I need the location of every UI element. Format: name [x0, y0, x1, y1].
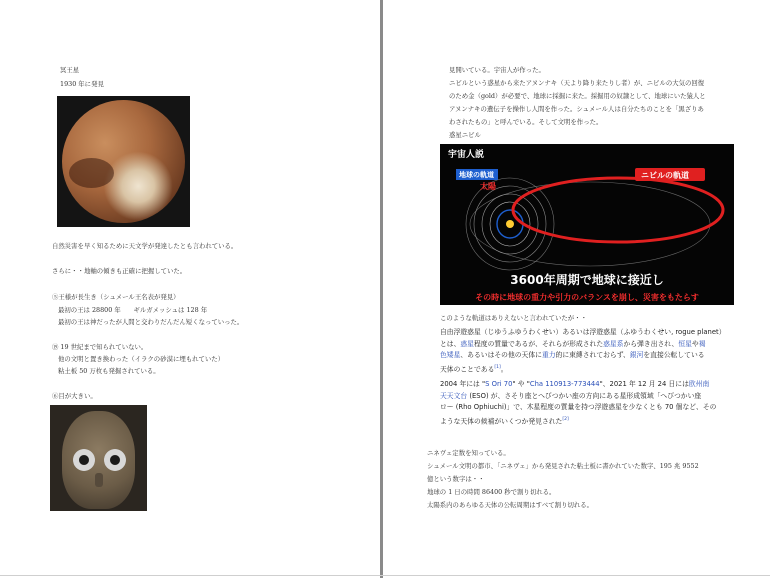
paragraph-disaster: 自然災害を早く知るために天文学が発達したとも言われている。	[52, 242, 238, 250]
nineveh-title: ニネヴェ定数を知っている。	[427, 449, 510, 457]
wiki-discovery: 2004 年には "S Ori 70" や "Cha 110913-773444"、2021 年 12 月 24 日には欧州南 天天文台 (ESO) が、さそり座とへびつかい座の方向にある星形成領域「へびつかい座 ロー (Rho Ophiuchi)」で、木星程度の質量を持つ浮遊惑星を少なくとも 70 個など、その ような天体の候補がいくつか発見された[2]	[440, 380, 717, 425]
link-gravity[interactable]: 重力	[541, 351, 556, 359]
wiki-rogue-planet: 自由浮遊惑星（じゆうふゆうわくせい）あるいは浮遊惑星（ふゆうわくせい, rogue planet） とは、惑星程度の質量であるが、それらが形成された惑星系から弾き出され、恒星や褐 色矮星、あるいはその他の天体に重力的に束縛されておらず、銀河を直接公転している 天体のことである[1]。	[440, 328, 726, 373]
text-line3: のため金（gold）が必要で、地球に採掘に来た。採掘用の奴隷として、地球にいた猿人と	[449, 92, 706, 100]
link-eso-b[interactable]: 天天文台	[440, 391, 468, 400]
orbit-title: 宇宙人説	[448, 150, 485, 160]
orbit-diagram	[440, 144, 734, 305]
item19-line1: 他の文明と置き換わった（イラクの砂漠に埋もれていた）	[58, 355, 225, 363]
item6-title: ⑥目が大きい。	[52, 392, 97, 400]
sun-icon	[506, 220, 514, 228]
orbit-note: このような軌道はありえないと言われていたが・・	[440, 314, 587, 322]
item5-line1: 最初の王は 28800 年 ギルガメッシュは 128 年	[58, 306, 208, 314]
bottom-border	[0, 575, 770, 576]
left-page	[0, 0, 380, 578]
orbit-bottom-text2: その時に地球の重力や引力のバランスを崩し、災害をもたらす	[475, 293, 699, 302]
text-line5: わされたもの」と呼んでいる。そして文明を作った。	[449, 118, 603, 126]
link-brown-dwarf-a[interactable]: 褐	[698, 339, 706, 348]
text-line2: ニビルという惑星から来たアヌンナキ（天より降り来たりし者）が、ニビルの大気の回復	[449, 79, 705, 87]
text-line1: 見開いている。宇宙人が作った。	[449, 66, 545, 74]
nibiru-orbit-label: ニビルの軌道	[641, 171, 689, 180]
orbit-bottom-text1: 3600年周期で地球に接近し	[510, 273, 664, 287]
sun-label: 太陽	[480, 182, 496, 191]
nibiru-orbit-image	[440, 144, 734, 305]
sumerian-figure-photo	[50, 405, 147, 511]
link-planet[interactable]: 惑星	[460, 339, 474, 348]
link-brown-dwarf-b[interactable]: 色矮星	[440, 351, 461, 359]
link-star[interactable]: 恒星	[678, 339, 692, 348]
link-eso-a[interactable]: 欧州南	[688, 380, 710, 388]
nineveh-line4: 太陽系内のあらゆる天体の公転周期はすべて割り切れる。	[427, 501, 594, 509]
pluto-heading: 冥王星	[60, 66, 80, 74]
link-planetary-system[interactable]: 惑星系	[603, 339, 624, 348]
link-s-ori-70[interactable]: S Ori 70	[485, 380, 513, 388]
paragraph-axis: さらに・・地軸の傾きも正確に把握していた。	[52, 267, 187, 275]
nineveh-line3: 地球の 1 日の時間 86400 秒で割り切れる。	[427, 488, 556, 496]
earth-orbit-label: 地球の軌道	[459, 171, 494, 179]
ref-2[interactable]: [2]	[562, 416, 569, 422]
text-line4: アヌンナキの遺伝子を操作し人間を作った。シュメール人は自分たちのことを「黒ざりあ	[449, 105, 704, 113]
link-cha-110913[interactable]: Cha 110913-773444	[529, 380, 600, 388]
item19-line2: 粘土板 50 万枚も発掘されている。	[58, 367, 160, 375]
pluto-photo	[57, 96, 190, 227]
item5-line2: 最初の王は神だったが人間と交わりだんだん短くなっていった。	[58, 318, 244, 326]
link-galaxy[interactable]: 銀河	[629, 351, 644, 359]
nibiru-caption: 惑星ニビル	[449, 131, 481, 139]
nineveh-line1: シュメール文明の都市、「ニネヴェ」から発見された粘土板に書かれていた数字、195 兆 9552	[427, 462, 699, 470]
item19-title: ⑲ 19 世紀まで知られていない。	[52, 343, 148, 351]
nineveh-line2: 億という数字は・・	[427, 475, 485, 483]
ref-1[interactable]: [1]	[494, 364, 501, 370]
item5-title: ⑤王様が長生き（シュメール王名表が発見）	[52, 293, 180, 301]
pluto-discovered: 1930 年に発見	[60, 80, 104, 88]
